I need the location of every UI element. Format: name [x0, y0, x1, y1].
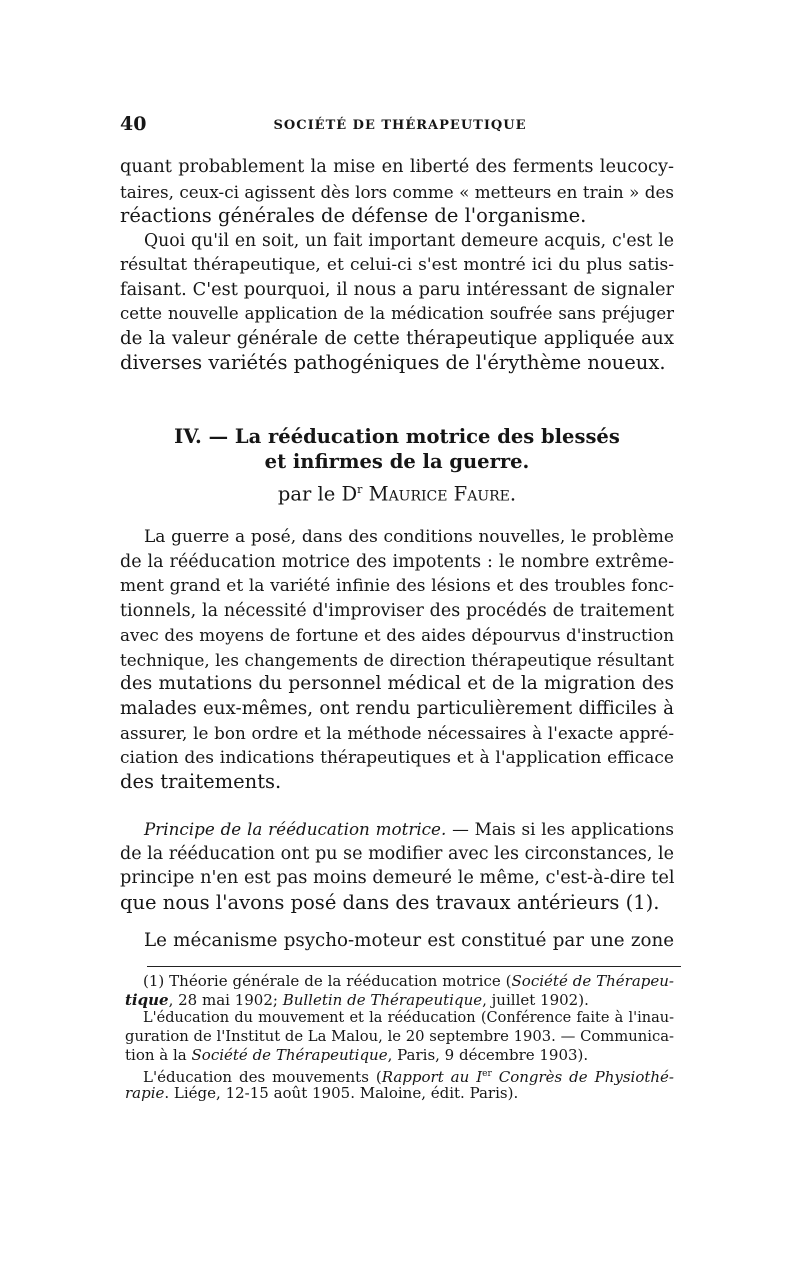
section-title: IV. — La rééducation motrice des blessés — [174, 425, 620, 448]
text-line: assurer, le bon ordre et la méthode nécessaires à l'exacte appré- — [120, 723, 674, 743]
paragraph — [120, 525, 674, 795]
text-line: que nous l'avons posé dans des travaux antérieurs (1). — [120, 890, 660, 914]
section-title-continued: et infirmes de la guerre. — [264, 449, 530, 473]
paragraph-lead: Principe de la rééducation motrice. — [144, 819, 447, 839]
text-line: technique, les changements de direction thérapeutique résultant — [120, 649, 674, 670]
text-line: des traitements. — [120, 770, 282, 793]
text-line: de la rééducation ont pu se modifier avec les circonstances, le — [120, 843, 674, 864]
text-line: ment grand et la variété infinie des lésions et des troubles fonc- — [120, 576, 674, 596]
paragraph — [120, 929, 674, 954]
text-line: tionnels, la nécessité d'improviser des procédés de traitement — [120, 600, 674, 621]
text-line: principe n'en est pas moins demeuré le même, c'est-à-dire tel — [120, 868, 675, 888]
text-line: La guerre a posé, dans des conditions nouvelles, le problème — [144, 527, 674, 547]
paragraph — [120, 817, 674, 915]
footnote-line: guration de l'Institut de La Malou, le 20 septembre 1903. — Communica- — [125, 1027, 674, 1045]
text-line: réactions générales de défense de l'organisme. — [120, 204, 587, 227]
text-line: avec des moyens de fortune et des aides dépourvus d'instruction — [120, 625, 674, 645]
text-line: des mutations du personnel médical et de la migration des — [120, 673, 674, 694]
footnote-line: rapie. Liége, 12-15 août 1905. Maloine, édit. Paris). — [125, 1083, 519, 1102]
text-line: ciation des indications thérapeutiques et à l'application efficace — [120, 747, 674, 768]
text-line: de la valeur générale de cette thérapeutique appliquée aux — [120, 327, 674, 349]
text-line: diverses variétés pathogéniques de l'érythème noueux. — [120, 351, 666, 374]
page-number: 40 — [120, 113, 147, 135]
text-line: faisant. C'est pourquoi, il nous a paru intéressant de signaler — [120, 279, 674, 300]
footnotes — [125, 972, 674, 1102]
text-line: Le mécanisme psycho-moteur est constitué par une zone — [144, 930, 674, 951]
text-line: cette nouvelle application de la médication soufrée sans préjuger — [120, 304, 674, 323]
text-line: Quoi qu'il en soit, un fait important demeure acquis, c'est le — [144, 230, 674, 251]
text-line: taires, ceux-ci agissent dès lors comme « metteurs en train » des — [120, 181, 674, 202]
footnote-line: tion à la Société de Thérapeutique, Paris, 9 décembre 1903). — [125, 1046, 589, 1065]
page-header — [120, 113, 680, 137]
text-line: de la rééducation motrice des impotents : le nombre extrême- — [120, 551, 674, 572]
footnote-line: (1) Théorie générale de la rééducation motrice (Société de Thérapeu- — [143, 972, 674, 990]
text-line: malades eux-mêmes, ont rendu particulièrement difficiles à — [120, 697, 674, 719]
footnote-line: L'éducation du mouvement et la rééducation (Conférence faite à l'inau- — [143, 1010, 674, 1027]
author-name: Maurice Faure. — [368, 482, 517, 506]
text-line: Principe de la rééducation motrice. — Mais si les applications — [144, 819, 674, 839]
running-head: SOCIÉTÉ DE THÉRAPEUTIQUE — [273, 118, 527, 133]
footnote-line: L'éducation des mouvements (Rapport au Ier Congrès de Physiothé- — [143, 1067, 674, 1086]
text-line: résultat thérapeutique, et celui-ci s'est montré ici du plus satis- — [120, 255, 674, 275]
section-heading — [120, 425, 674, 506]
text-line: quant probablement la mise en liberté des ferments leucocy- — [120, 157, 674, 177]
footnote-rule — [147, 966, 681, 967]
section-byline: par le $D^r$ Maurice Faure. — [277, 482, 517, 506]
intro-paragraphs — [120, 155, 674, 376]
footnote-line: tique, 28 mai 1902; Bulletin de Thérapeutique, juillet 1902). — [125, 990, 589, 1009]
